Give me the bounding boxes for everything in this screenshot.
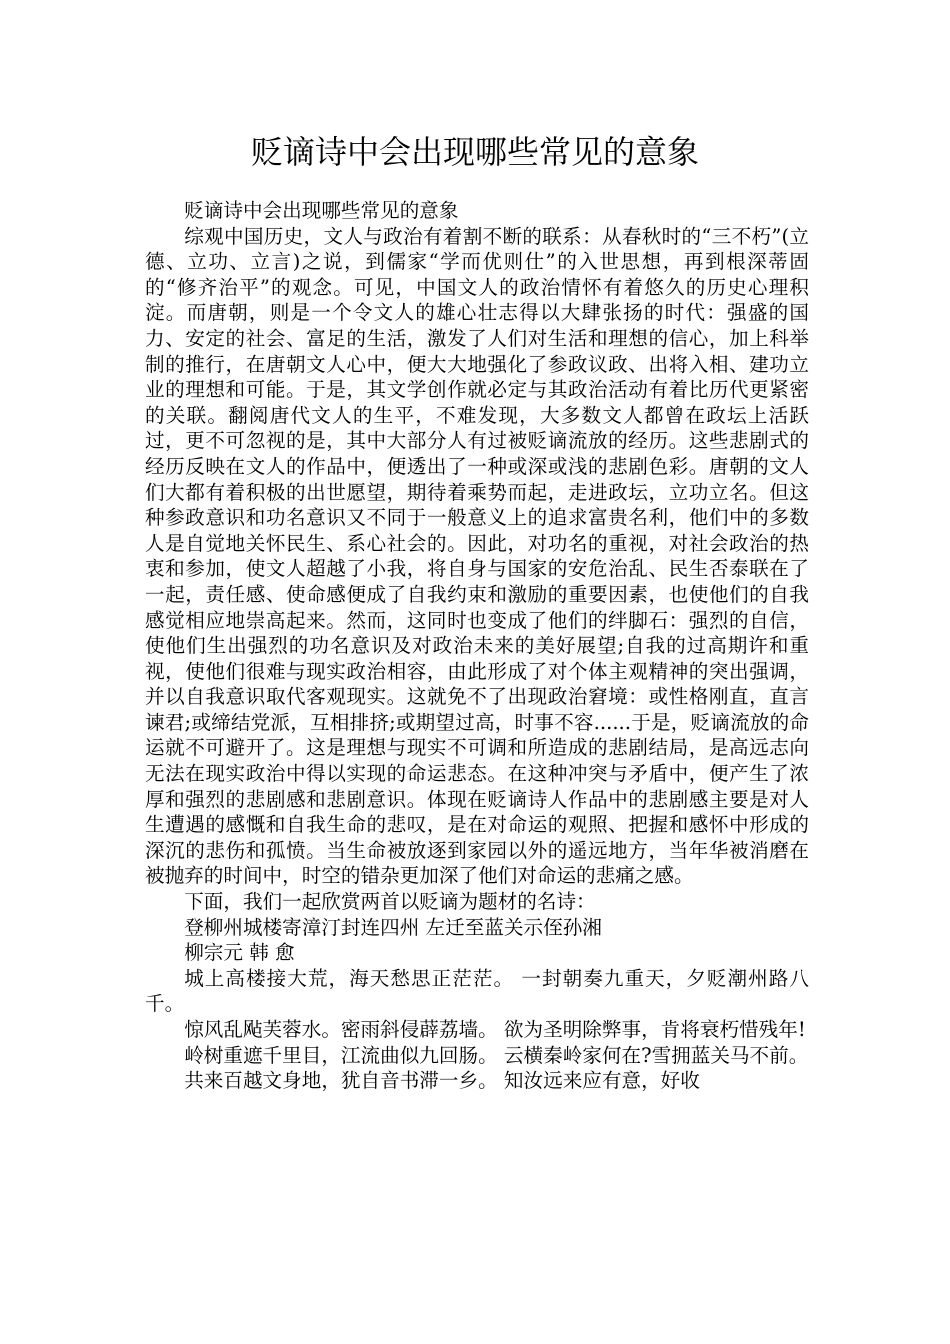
body-paragraph: 贬谪诗中会出现哪些常见的意象 [184, 199, 459, 222]
poem-line: 岭树重遮千里目，江流曲似九回肠。 云横秦岭家何在?雪拥蓝关马不前。 [184, 1043, 809, 1067]
body-paragraph: 综观中国历史，文人与政治有着割不断的联系：从春秋时的“三不朽”(立德、立功、立言)之说，到儒家“学而优则仕”的入世思想，再到根深蒂固的“修齐治平”的观念。可见，中国文人的政治情怀有着悠久的历史心理积淀。而唐朝，则是一个令文人的雄心壮志得以大肆张扬的时代：强盛的国力、安定的社会、富足的生活，激发了人们对生活和理想的信心，加上科举制的推行，在唐朝文人心中，便大大地强化了参政议政、出将入相、建功立业的理想和可能。于是，其文学创作就必定与其政治活动有着比历代更紧密的关联。翻阅唐代文人的生平，不难发现，大多数文人都曾在政坛上活跃过，更不可忽视的是，其中大部分人有过被贬谪流放的经历。这些悲剧式的经历反映在文人的作品中，便透出了一种或深或浅的悲剧色彩。唐朝的文人们大都有着积极的出世愿望，期待着乘势而起，走进政坛，立功立名。但这种参政意识和功名意识又不同于一般意义上的追求富贵名利，他们中的多数人是自觉地关怀民生、系心社会的。因此，对功名的重视，对社会政治的热衷和参加，使文人超越了小我，将自身与国家的安危治乱、民生否泰联在了一起，责任感、使命感便成了自我约束和激励的重要因素，也使他们的自我感觉相应地崇高起来。然而，这同时也变成了他们的绊脚石：强烈的自信，使他们生出强烈的功名意识及对政治未来的美好展望;自我的过高期许和重视，使他们很难与现实政治相容，由此形成了对个体主观精神的突出强调，并以自我意识取代客观现实。这就免不了出现政治窘境：或性格刚直，直言谏君;或缔结党派，互相排挤;或期望过高，时事不容......于是，贬谪流放的命运就不可避开了。这是理想与现实不可调和所造成的悲剧结局，是高远志向无法在现实政治中得以实现的命运悲态。在这种冲突与矛盾中，便产生了浓厚和强烈的悲剧感和悲剧意识。体现在贬谪诗人作品中的悲剧感主要是对人生遭遇的感慨和自我生命的悲叹，是在对命运的观照、把握和感怀中形成的深沉的悲伤和孤愤。当生命被放逐到家园以外的遥远地方，当年华被消磨在被抛弃的时间中，时空的错杂更加深了他们对命运的悲痛之感。 [145, 224, 809, 888]
poem-titles: 登柳州城楼寄漳汀封连四州 左迁至蓝关示侄孙湘 [184, 915, 602, 939]
poem-line: 共来百越文身地，犹自音书滞一乡。 知汝远来应有意，好收 [184, 1069, 700, 1093]
poem-authors: 柳宗元 韩 愈 [184, 941, 295, 965]
document-title: 贬谪诗中会出现哪些常见的意象 [250, 133, 699, 171]
body-paragraph: 下面，我们一起欣赏两首以贬谪为题材的名诗： [184, 890, 596, 914]
poem-line: 城上高楼接大荒，海天愁思正茫茫。 一封朝奏九重天，夕贬潮州路八千。 [145, 966, 809, 1016]
poem-line: 惊风乱飐芙蓉水。密雨斜侵薜荔墙。 欲为圣明除弊事，肯将衰朽惜残年! [184, 1018, 806, 1041]
document-body [145, 198, 809, 1094]
